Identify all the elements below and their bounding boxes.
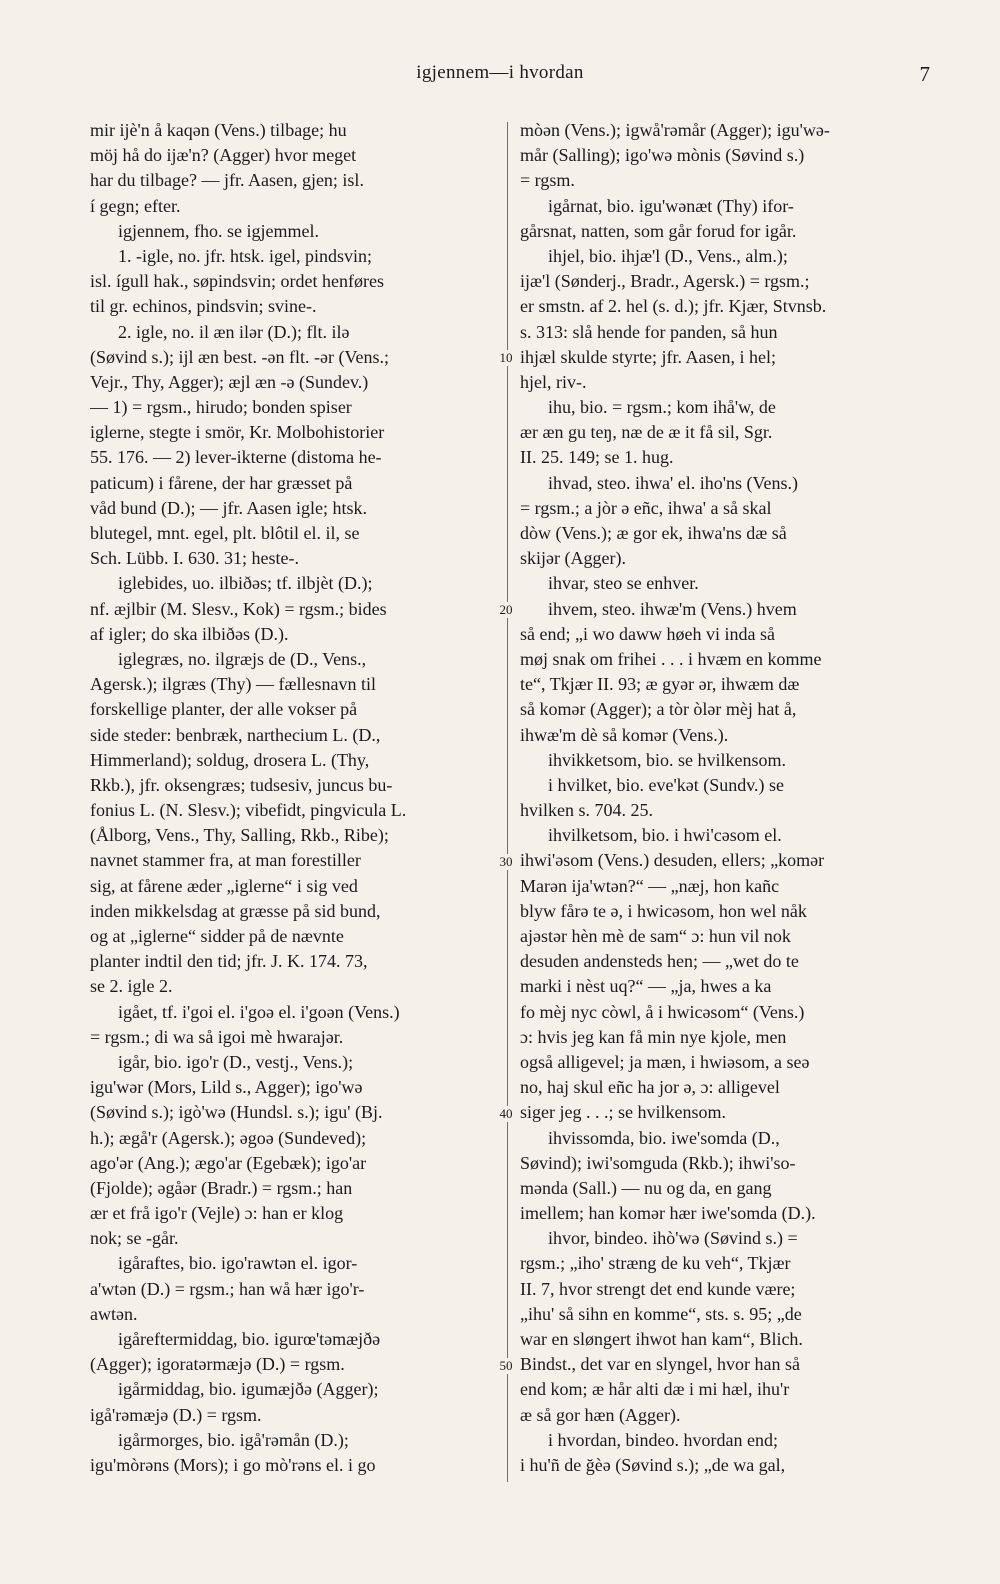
text-line: no, haj skul eñc ha jor ə, ɔ: alligevel xyxy=(520,1077,780,1098)
text-line: blyw fårə te ə, i hwicəsom, hon wel nåk xyxy=(520,900,807,921)
text-line: ihvilketsom, bio. i hwi'cəsom el. xyxy=(548,825,782,846)
text-line: ajəstər hèn mè de sam“ ɔ: hun vil nok xyxy=(520,926,791,946)
text-line: = rgsm.; a jòr ə eñc, ihwa' a så skal xyxy=(520,497,772,518)
text-line: 55. 176. — 2) lever-ikterne (distoma he- xyxy=(90,447,382,468)
text-line: nf. æjlbir (M. Slesv., Kok) = rgsm.; bides xyxy=(90,598,387,619)
text-line: (Fjolde); əgåər (Bradr.) = rgsm.; han xyxy=(90,1177,353,1198)
text-line: våd bund (D.); — jfr. Aasen igle; htsk. xyxy=(90,497,367,518)
page-number: 7 xyxy=(919,62,930,86)
text-line: mòən (Vens.); igwå'rəmår (Agger); igu'wə- xyxy=(520,120,830,140)
text-line: mår (Salling); igo'wə mònis (Søvind s.) xyxy=(520,145,805,166)
text-line: awtən. xyxy=(90,1303,138,1324)
text-line: ihu, bio. = rgsm.; kom ihå'w, de xyxy=(548,397,776,418)
text-line: Vejr., Thy, Agger); æjl æn -ə (Sundev.) xyxy=(90,371,369,392)
text-line: ihvad, steo. ihwa' el. iho'ns (Vens.) xyxy=(548,472,798,493)
text-line: skijər (Agger). xyxy=(520,548,626,569)
text-line: se 2. igle 2. xyxy=(90,976,173,997)
text-line: ihjel, bio. ihjæ'l (D., Vens., alm.); xyxy=(548,245,788,266)
text-line: ihvar, steo se enhver. xyxy=(548,573,699,594)
text-line: iglerne, stegte i smör, Kr. Molbohistorier xyxy=(90,422,385,443)
text-line: ihvor, bindeo. ihò'wə (Søvind s.) = xyxy=(548,1228,798,1249)
text-line: ær et frå igo'r (Vejle) ɔ: han er klog xyxy=(90,1203,344,1224)
text-line: navnet stammer fra, at man forestiller xyxy=(90,850,361,871)
text-line: så end; „i wo daww høeh vi inda så xyxy=(520,623,775,644)
text-line: igu'mòrəns (Mors); i go mò'rəns el. i go xyxy=(90,1454,376,1475)
text-line: igjennem, fho. se igjemmel. xyxy=(118,220,319,241)
text-line: igårmorges, bio. igå'rəmån (D.); xyxy=(118,1429,349,1450)
text-line: Marən ija'wtən?“ — „næj, hon kañc xyxy=(520,875,780,896)
column-divider xyxy=(507,122,508,1482)
text-line: Agersk.); ilgræs (Thy) — fællesnavn til xyxy=(90,674,376,695)
line-number-50: 50 xyxy=(493,1358,519,1374)
text-line: ihwi'əsom (Vens.) desuden, ellers; „komər xyxy=(520,850,825,871)
text-line: nok; se -går. xyxy=(90,1228,179,1249)
text-line: Himmerland); soldug, drosera L. (Thy, xyxy=(90,749,370,770)
page-header xyxy=(0,62,1000,92)
text-line: er smstn. af 2. hel (s. d.); jfr. Kjær, Stvnsb. xyxy=(520,296,827,317)
left-column xyxy=(90,118,496,1478)
text-line: til gr. echinos, pindsvin; svine-. xyxy=(90,296,317,317)
text-line: siger jeg . . .; se hvilkensom. xyxy=(520,1102,726,1123)
text-line: mir ijè'n å kaqən (Vens.) tilbage; hu xyxy=(90,120,347,140)
right-column xyxy=(520,118,932,1478)
text-line: ihvissomda, bio. iwe'somda (D., xyxy=(548,1127,780,1148)
text-line: møj snak om frihei . . . i hvæm en komme xyxy=(520,648,822,669)
text-line: = rgsm.; di wa så igoi mè hwarajər. xyxy=(90,1026,344,1047)
text-line: Søvind); iwi'somguda (Rkb.); ihwi'so- xyxy=(520,1152,796,1173)
text-line: har du tilbage? — jfr. Aasen, gjen; isl. xyxy=(90,170,364,191)
text-line: s. 313: slå hende for panden, så hun xyxy=(520,321,778,342)
text-line: gårsnat, natten, som går forud for igår. xyxy=(520,220,797,241)
text-line: i hvilket, bio. eve'kət (Sundv.) se xyxy=(548,774,785,795)
text-line: Bindst., det var en slyngel, hvor han så xyxy=(520,1354,800,1375)
text-line: 2. igle, no. il æn ilər (D.); flt. ilə xyxy=(118,321,350,342)
text-line: í gegn; efter. xyxy=(90,195,181,216)
text-line: war en sløngert ihwot han kam“, Blich. xyxy=(520,1329,803,1349)
text-line: sig, at fårene æder „iglerne“ i sig ved xyxy=(90,875,358,896)
text-line: ihvikketsom, bio. se hvilkensom. xyxy=(548,749,786,770)
text-line: ihwæ'm dè så komər (Vens.). xyxy=(520,724,729,745)
line-number-20: 20 xyxy=(493,602,519,618)
text-line: hvilken s. 704. 25. xyxy=(520,800,653,821)
text-line: ær æn gu teŋ, næ de æ it få sil, Sgr. xyxy=(520,422,773,443)
text-line: i hvordan, bindeo. hvordan end; xyxy=(548,1429,778,1450)
line-number-30: 30 xyxy=(493,854,519,870)
text-line: (Søvind s.); ijl æn best. -ən flt. -ər (Vens.; xyxy=(90,346,389,367)
text-line: imellem; han komər hær iwe'somda (D.). xyxy=(520,1203,816,1224)
text-line: af igler; do ska ilbiðəs (D.). xyxy=(90,623,289,644)
text-line: iglegræs, no. ilgræjs de (D., Vens., xyxy=(118,648,367,669)
text-line: h.); ægå'r (Agersk.); əgoə (Sundeved); xyxy=(90,1127,367,1148)
text-line: desuden andensteds hen; — „wet do te xyxy=(520,951,799,972)
text-line: igået, tf. i'goi el. i'goə el. i'goən (Vens.) xyxy=(118,1001,400,1022)
text-line: paticum) i fårene, der har græsset på xyxy=(90,472,353,493)
text-line: a'wtən (D.) = rgsm.; han wå hær igo'r- xyxy=(90,1278,365,1299)
text-line: möj hå do ijæ'n? (Agger) hvor meget xyxy=(90,145,357,166)
text-line: — 1) = rgsm., hirudo; bonden spiser xyxy=(90,397,352,418)
text-line: æ så gor hæn (Agger). xyxy=(520,1404,681,1425)
text-line: (Søvind s.); igò'wə (Hundsl. s.); igu' (Bj. xyxy=(90,1102,383,1123)
text-line: i hu'ñ de ğèə (Søvind s.); „de wa gal, xyxy=(520,1454,786,1475)
text-line: side steder: benbræk, narthecium L. (D., xyxy=(90,724,381,745)
text-line: rgsm.; „iho' stræng de ku veh“, Tkjær xyxy=(520,1253,791,1274)
text-line: iglebides, uo. ilbiðəs; tf. ilbjèt (D.); xyxy=(118,573,373,594)
running-title: igjennem—i hvordan xyxy=(416,62,584,83)
text-line: blutegel, mnt. egel, plt. blôtil el. il, se xyxy=(90,523,360,543)
text-line: forskellige planter, der alle vokser på xyxy=(90,699,358,720)
text-line: te“, Tkjær II. 93; æ gyər ər, ihwæm dæ xyxy=(520,674,800,695)
text-line: og at „iglerne“ sidder på de nævnte xyxy=(90,926,344,946)
text-line: marki i nèst uq?“ — „ja, hwes a ka xyxy=(520,976,772,997)
text-line: igårmiddag, bio. igumæjðə (Agger); xyxy=(118,1379,379,1400)
text-line: ijæ'l (Sønderj., Bradr., Agersk.) = rgsm.; xyxy=(520,271,810,292)
text-line: ihvem, steo. ihwæ'm (Vens.) hvem xyxy=(548,598,797,619)
line-number-40: 40 xyxy=(493,1106,519,1122)
text-line: (Agger); igoratərmæjə (D.) = rgsm. xyxy=(90,1354,345,1375)
text-line: 1. -igle, no. jfr. htsk. igel, pindsvin; xyxy=(118,245,372,266)
text-line: hjel, riv-. xyxy=(520,371,587,392)
text-line: mənda (Sall.) — nu og da, en gang xyxy=(520,1177,772,1198)
text-line: II. 7, hvor strengt det end kunde være; xyxy=(520,1278,796,1299)
text-line: også alligevel; ja mæn, i hwiəsom, a seə xyxy=(520,1051,810,1072)
text-line: „ihu' så sihn en komme“, sts. s. 95; „de xyxy=(520,1303,802,1324)
text-line: igår, bio. igo'r (D., vestj., Vens.); xyxy=(118,1051,354,1072)
text-line: ago'ər (Ang.); ægo'ar (Egebæk); igo'ar xyxy=(90,1152,367,1173)
text-line: Sch. Lübb. I. 630. 31; heste-. xyxy=(90,548,299,569)
text-line: = rgsm. xyxy=(520,170,575,191)
text-line: fo mèj nyc còwl, å i hwicəsom“ (Vens.) xyxy=(520,1001,805,1022)
text-line: end kom; æ hår alti dæ i mi hæl, ihu'r xyxy=(520,1379,790,1400)
text-line: ɔ: hvis jeg kan få min nye kjole, men xyxy=(520,1026,787,1047)
text-line: II. 25. 149; se 1. hug. xyxy=(520,447,674,468)
text-line: igåraftes, bio. igo'rawtən el. igor- xyxy=(118,1253,358,1274)
text-line: inden mikkelsdag at græsse på sid bund, xyxy=(90,900,381,921)
text-line: Rkb.), jfr. oksengræs; tudsesiv, juncus bu- xyxy=(90,774,393,795)
text-line: så komər (Agger); a tòr òlər mèj hat å, xyxy=(520,699,797,720)
line-number-10: 10 xyxy=(493,350,519,366)
text-line: (Ålborg, Vens., Thy, Salling, Rkb., Ribe); xyxy=(90,825,389,846)
text-line: ihjæl skulde styrte; jfr. Aasen, i hel; xyxy=(520,346,776,367)
text-line: igu'wər (Mors, Lild s., Agger); igo'wə xyxy=(90,1077,363,1098)
text-line: isl. ígull hak., søpindsvin; ordet henføres xyxy=(90,271,384,292)
text-line: dòw (Vens.); æ gor ek, ihwa'ns dæ så xyxy=(520,523,787,543)
text-line: igårnat, bio. igu'wənæt (Thy) ifor- xyxy=(548,195,794,216)
text-line: planter indtil den tid; jfr. J. K. 174. 73, xyxy=(90,951,368,972)
text-line: igåreftermiddag, bio. igurœ'təmæjðə xyxy=(118,1329,381,1349)
text-line: igå'rəmæjə (D.) = rgsm. xyxy=(90,1404,262,1425)
text-line: fonius L. (N. Slesv.); vibefidt, pingvicula L. xyxy=(90,800,407,821)
